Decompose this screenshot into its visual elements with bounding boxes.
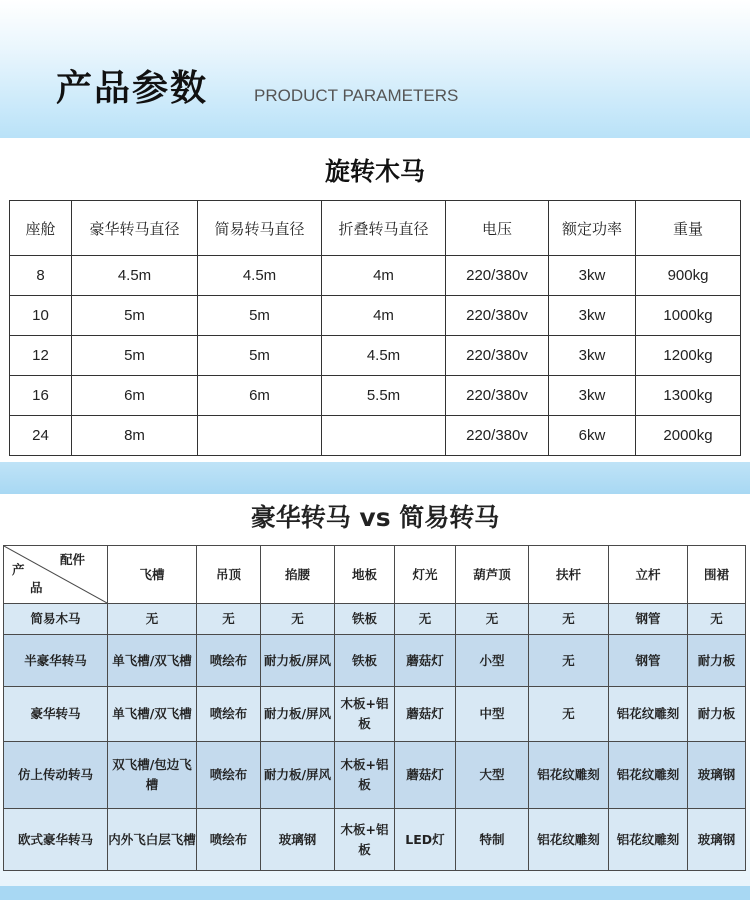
table-row [10, 416, 741, 456]
table-cell: 3kw [549, 296, 636, 336]
col-waist: 掐腰 [261, 546, 335, 604]
row-label: 简易木马 [4, 604, 108, 635]
table-cell: 铝花纹雕刻 [609, 742, 688, 809]
table-cell: 单飞槽/双飞槽 [108, 687, 197, 742]
table-cell: 5m [198, 296, 322, 336]
table-cell: 5m [72, 296, 198, 336]
table-cell: 小型 [456, 635, 529, 687]
row-label: 欧式豪华转马 [4, 809, 108, 871]
footer-band [0, 886, 750, 900]
col-handrail: 扶杆 [529, 546, 609, 604]
table-cell: 无 [395, 604, 456, 635]
table-cell: 钢管 [609, 604, 688, 635]
table-cell: 3kw [549, 256, 636, 296]
table-cell: 12 [10, 336, 72, 376]
table-cell: 无 [529, 687, 609, 742]
table-cell: 无 [261, 604, 335, 635]
table-cell: 2000kg [636, 416, 741, 456]
col-seats: 座舱 [10, 201, 72, 256]
col-luxury-diameter: 豪华转马直径 [72, 201, 198, 256]
table-cell: 4.5m [198, 256, 322, 296]
table-cell: 1000kg [636, 296, 741, 336]
table-cell: 玻璃钢 [688, 742, 746, 809]
table-cell [322, 416, 446, 456]
table-cell: 5m [198, 336, 322, 376]
table-row [4, 809, 746, 871]
table-cell: 4.5m [72, 256, 198, 296]
table-cell: 耐力板/屏风 [261, 742, 335, 809]
table-row [10, 376, 741, 416]
col-simple-diameter: 简易转马直径 [198, 201, 322, 256]
row-label: 仿上传动转马 [4, 742, 108, 809]
table-cell: 无 [456, 604, 529, 635]
col-ceiling: 吊顶 [197, 546, 261, 604]
table-cell: 无 [529, 604, 609, 635]
table-cell: 24 [10, 416, 72, 456]
table-cell: 4m [322, 296, 446, 336]
table-cell [198, 416, 322, 456]
table-row [10, 336, 741, 376]
table-row [4, 742, 746, 809]
table-cell: 220/380v [446, 296, 549, 336]
table-cell: 耐力板/屏风 [261, 687, 335, 742]
table-cell: 特制 [456, 809, 529, 871]
table-cell: 无 [197, 604, 261, 635]
table-cell: 16 [10, 376, 72, 416]
section2-title: 豪华转马 vs 简易转马 [250, 503, 500, 532]
table-cell: 耐力板 [688, 687, 746, 742]
table-cell: 8 [10, 256, 72, 296]
table-cell: 喷绘布 [197, 687, 261, 742]
table-cell: 8m [72, 416, 198, 456]
corner-label-product-2: 品 [30, 580, 43, 595]
table-cell: 1200kg [636, 336, 741, 376]
table-cell: 铝花纹雕刻 [609, 687, 688, 742]
table-cell: 玻璃钢 [261, 809, 335, 871]
table-row [4, 604, 746, 635]
table-cell: 双飞槽/包边飞槽 [108, 742, 197, 809]
table-cell: 耐力板/屏风 [261, 635, 335, 687]
table-cell: 玻璃钢 [688, 809, 746, 871]
table-cell: 钢管 [609, 635, 688, 687]
col-rated-power: 额定功率 [549, 201, 636, 256]
table-header-row [10, 201, 741, 256]
table-cell: 5.5m [322, 376, 446, 416]
table-row [10, 296, 741, 336]
table-cell: 无 [688, 604, 746, 635]
table-cell: 无 [108, 604, 197, 635]
table-cell: 900kg [636, 256, 741, 296]
table-cell: 220/380v [446, 336, 549, 376]
table-cell: LED灯 [395, 809, 456, 871]
table-cell: 6kw [549, 416, 636, 456]
table-cell: 喷绘布 [197, 635, 261, 687]
table-cell: 3kw [549, 336, 636, 376]
table-cell: 木板+铝板 [335, 809, 395, 871]
table-header-row [4, 546, 746, 604]
table-cell: 3kw [549, 376, 636, 416]
table-cell: 铁板 [335, 635, 395, 687]
table-cell: 喷绘布 [197, 742, 261, 809]
table-cell: 蘑菇灯 [395, 742, 456, 809]
col-floor: 地板 [335, 546, 395, 604]
table-cell: 蘑菇灯 [395, 687, 456, 742]
table-cell: 中型 [456, 687, 529, 742]
table-cell: 内外飞白层飞槽 [108, 809, 197, 871]
section-divider-band [0, 462, 750, 494]
table-cell: 无 [529, 635, 609, 687]
table-cell: 铝花纹雕刻 [529, 742, 609, 809]
table-cell: 耐力板 [688, 635, 746, 687]
corner-header [4, 546, 108, 604]
page-subtitle: PRODUCT PARAMETERS [254, 86, 459, 105]
table-cell: 220/380v [446, 376, 549, 416]
table-cell: 5m [72, 336, 198, 376]
table-cell: 铝花纹雕刻 [529, 809, 609, 871]
row-label: 豪华转马 [4, 687, 108, 742]
col-voltage: 电压 [446, 201, 549, 256]
table-cell: 4m [322, 256, 446, 296]
page-title: 产品参数 [56, 68, 209, 109]
col-folding-diameter: 折叠转马直径 [322, 201, 446, 256]
table-cell: 1300kg [636, 376, 741, 416]
table-row [10, 256, 741, 296]
corner-label-product-1: 产 [12, 562, 25, 577]
col-flying-slot: 飞槽 [108, 546, 197, 604]
section1-title: 旋转木马 [324, 157, 425, 186]
table-cell: 大型 [456, 742, 529, 809]
col-pole: 立杆 [609, 546, 688, 604]
table-cell: 10 [10, 296, 72, 336]
table-cell: 单飞槽/双飞槽 [108, 635, 197, 687]
table-cell: 4.5m [322, 336, 446, 376]
table-cell: 木板+铝板 [335, 687, 395, 742]
table-cell: 蘑菇灯 [395, 635, 456, 687]
col-gourd-top: 葫芦顶 [456, 546, 529, 604]
table-cell: 6m [198, 376, 322, 416]
col-skirt: 围裙 [688, 546, 746, 604]
table-cell: 铁板 [335, 604, 395, 635]
col-weight: 重量 [636, 201, 741, 256]
table-cell: 220/380v [446, 416, 549, 456]
col-lighting: 灯光 [395, 546, 456, 604]
row-label: 半豪华转马 [4, 635, 108, 687]
comparison-table [3, 545, 746, 871]
table-cell: 喷绘布 [197, 809, 261, 871]
table-row [4, 635, 746, 687]
table-row [4, 687, 746, 742]
table-cell: 220/380v [446, 256, 549, 296]
corner-label-accessory: 配件 [59, 552, 85, 567]
table-cell: 6m [72, 376, 198, 416]
table-cell: 木板+铝板 [335, 742, 395, 809]
carousel-params-table [9, 200, 741, 456]
table-cell: 铝花纹雕刻 [609, 809, 688, 871]
